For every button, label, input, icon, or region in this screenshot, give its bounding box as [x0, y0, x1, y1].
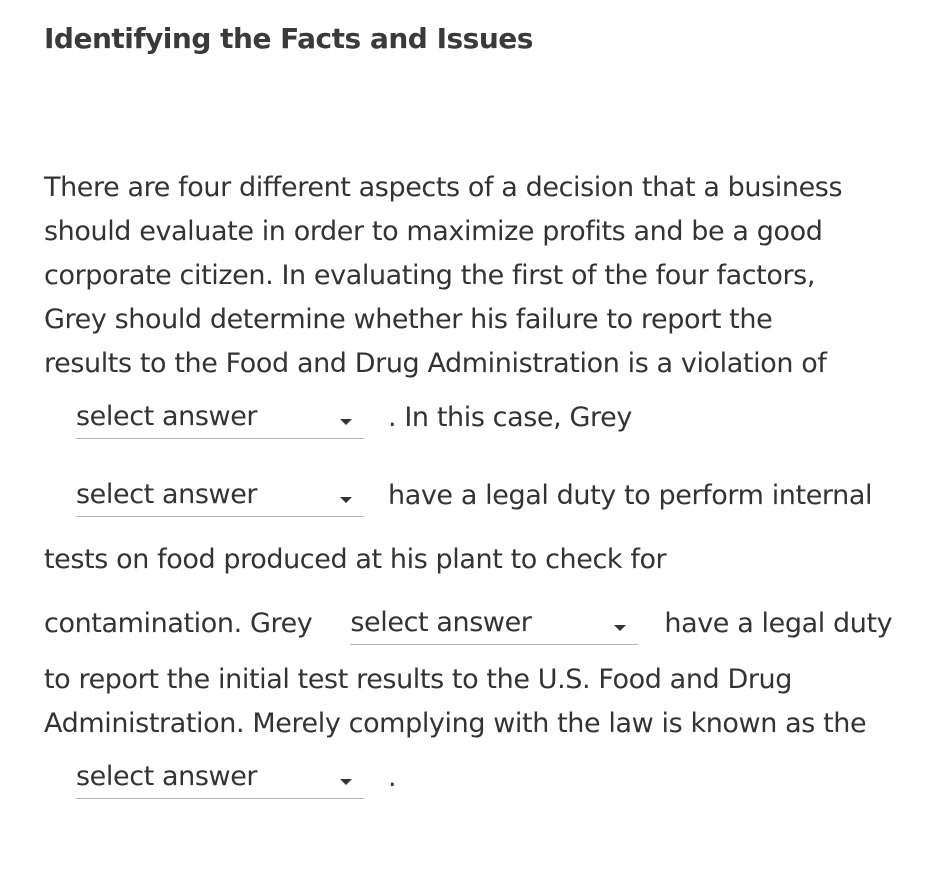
answer-select-label: select answer [350, 606, 532, 638]
answer-select-label: select answer [76, 478, 258, 510]
question-paragraph [44, 166, 924, 810]
caret-down-icon [614, 625, 626, 631]
paragraph-line: tests on food produced at his plant to check for [44, 544, 667, 575]
paragraph-line: Administration. Merely complying with the law is known as the [44, 708, 867, 739]
answer-select-label: select answer [76, 400, 258, 432]
answer-select-label: select answer [76, 760, 258, 792]
paragraph-text: . [388, 762, 397, 793]
paragraph-line: should evaluate in order to maximize profits and be a good [44, 216, 823, 247]
answer-select-4[interactable] [76, 759, 364, 799]
caret-down-icon [340, 419, 352, 425]
answer-select-2[interactable] [76, 477, 364, 517]
paragraph-line: corporate citizen. In evaluating the first of the four factors, [44, 260, 816, 291]
paragraph-line [44, 592, 924, 656]
answer-select-3[interactable] [350, 605, 638, 645]
paragraph-line: to report the initial test results to the U.S. Food and Drug [44, 664, 793, 695]
paragraph-text: . In this case, Grey [388, 402, 632, 433]
paragraph-line [44, 464, 924, 528]
answer-select-1[interactable] [76, 399, 364, 439]
paragraph-line: Grey should determine whether his failure to report the [44, 304, 773, 335]
paragraph-text: have a legal duty [664, 608, 893, 639]
paragraph-line [44, 386, 924, 450]
paragraph-text: have a legal duty to perform internal [388, 480, 873, 511]
paragraph-line: results to the Food and Drug Administration is a violation of [44, 348, 827, 379]
page-title: Identifying the Facts and Issues [44, 22, 533, 55]
paragraph-line: There are four different aspects of a decision that a business [44, 172, 843, 203]
paragraph-line [44, 746, 924, 810]
caret-down-icon [340, 497, 352, 503]
paragraph-text: contamination. Grey [44, 608, 313, 639]
caret-down-icon [340, 779, 352, 785]
